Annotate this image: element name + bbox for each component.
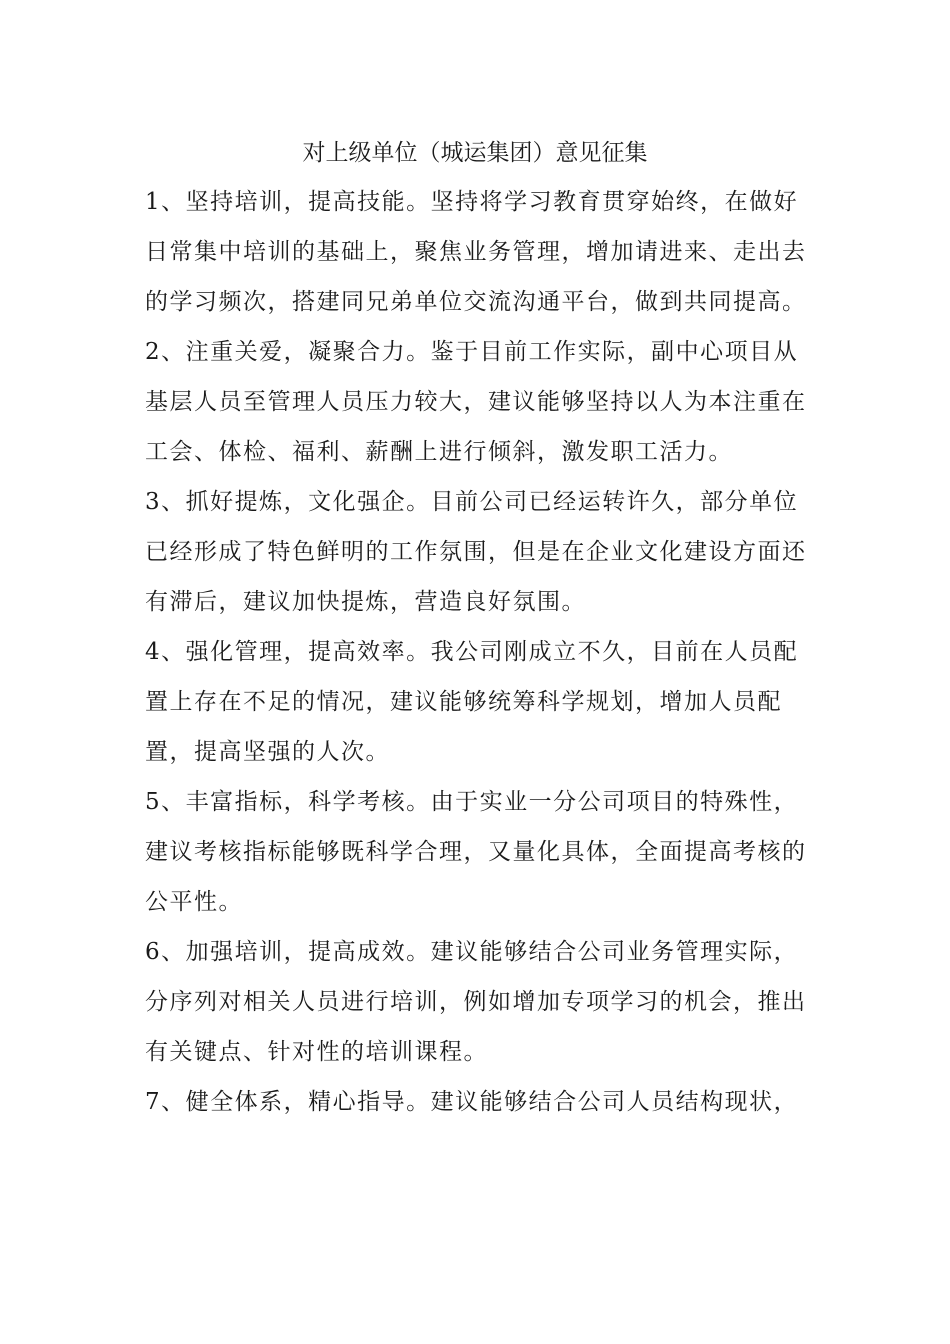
document-body <box>145 177 815 1127</box>
document-title: 对上级单位（城运集团）意见征集 <box>302 140 648 166</box>
paragraph-3: 3、抓好提炼，文化强企。目前公司已经运转许久，部分单位已经形成了特色鲜明的工作氛围，但是在企业文化建设方面还有滞后，建议加快提炼，营造良好氛围。 <box>145 489 807 615</box>
paragraph-1: 1、坚持培训，提高技能。坚持将学习教育贯穿始终，在做好日常集中培训的基础上，聚焦业务管理，增加请进来、走出去的学习频次，搭建同兄弟单位交流沟通平台，做到共同提高。 <box>145 189 807 315</box>
paragraph-6: 6、加强培训，提高成效。建议能够结合公司业务管理实际，分序列对相关人员进行培训，例如增加专项学习的机会，推出有关键点、针对性的培训课程。 <box>145 939 807 1065</box>
paragraph-7: 7、健全体系，精心指导。建议能够结合公司人员结构现状， <box>145 1089 799 1115</box>
paragraph-5: 5、丰富指标，科学考核。由于实业一分公司项目的特殊性，建议考核指标能够既科学合理，又量化具体，全面提高考核的公平性。 <box>145 789 807 915</box>
paragraph-2: 2、注重关爱，凝聚合力。鉴于目前工作实际，副中心项目从基层人员至管理人员压力较大，建议能够坚持以人为本注重在工会、体检、福利、薪酬上进行倾斜，激发职工活力。 <box>145 339 807 465</box>
paragraph-4: 4、强化管理，提高效率。我公司刚成立不久，目前在人员配置上存在不足的情况，建议能够统筹科学规划，增加人员配置，提高坚强的人次。 <box>145 639 799 765</box>
